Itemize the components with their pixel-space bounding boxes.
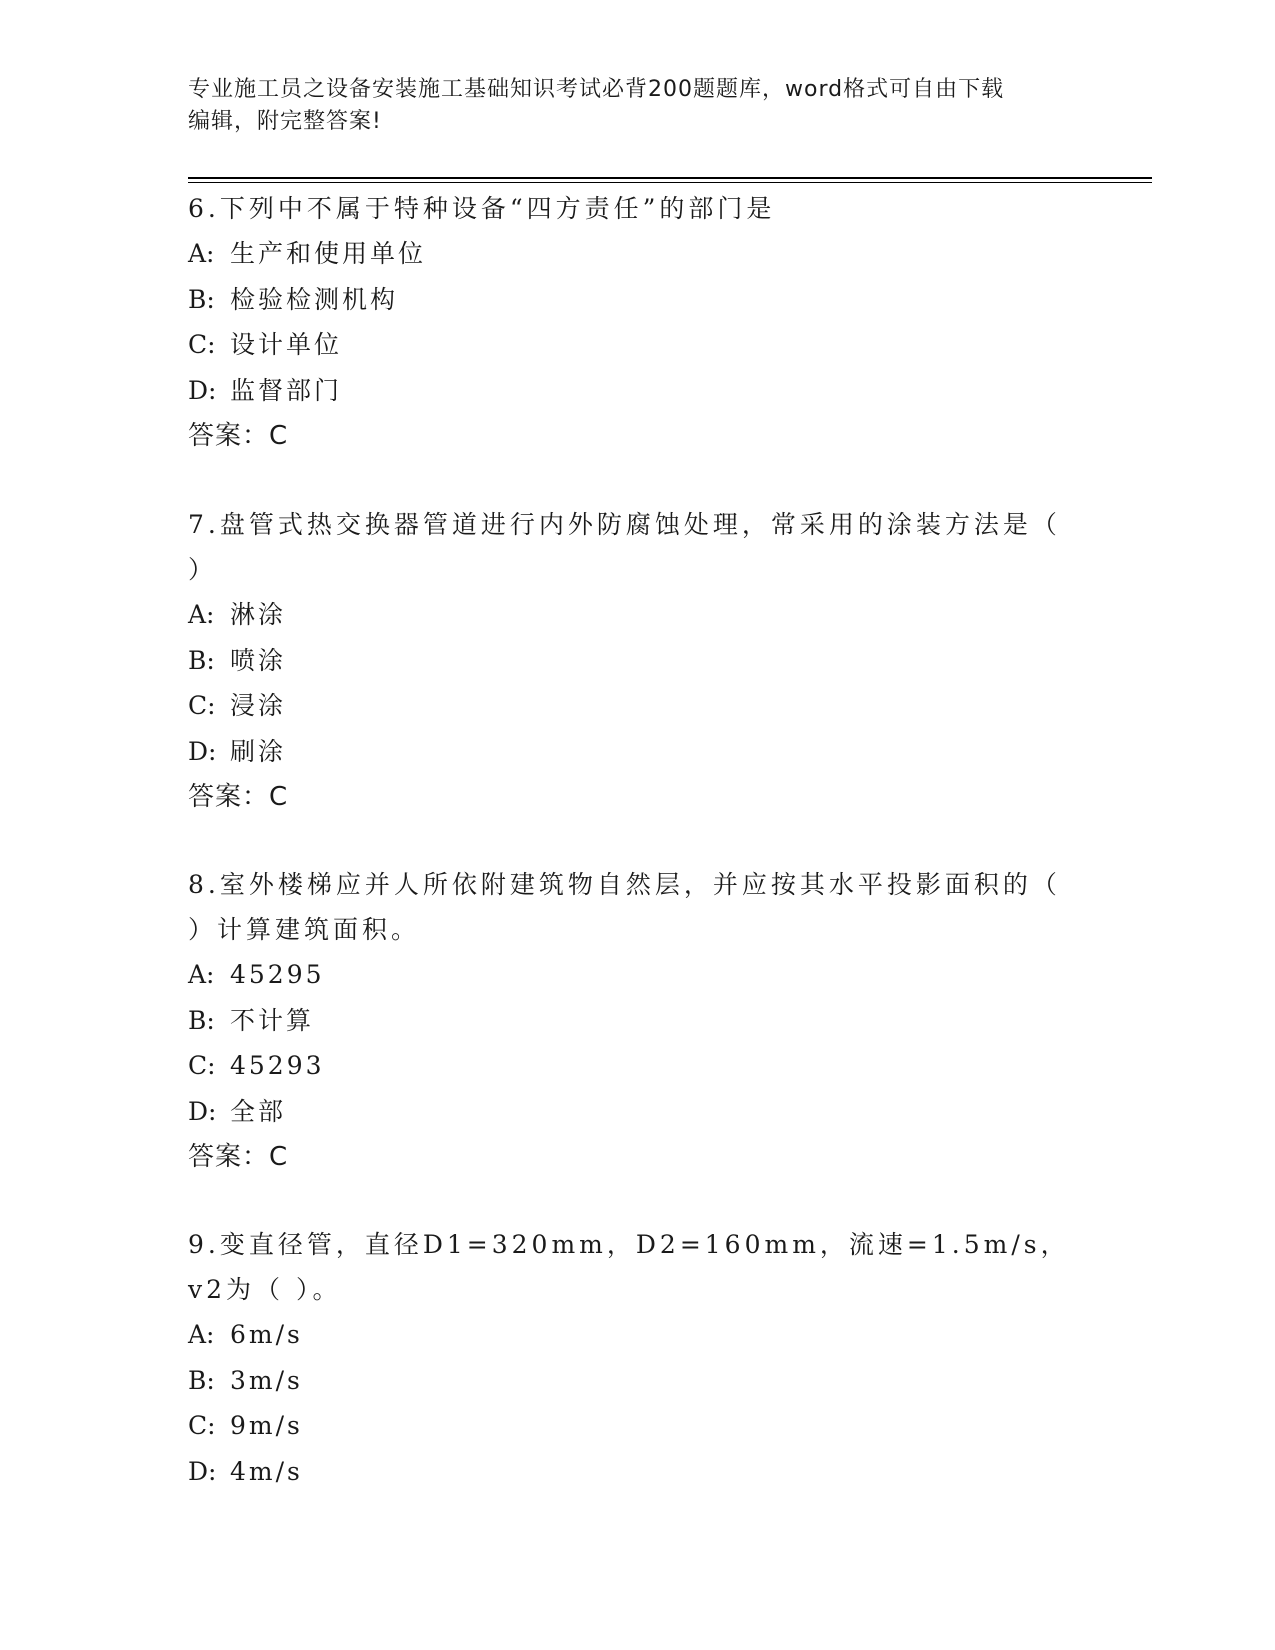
option-text: 6m/s <box>230 1320 303 1349</box>
option-text: 设计单位 <box>230 330 343 359</box>
option-letter: C: <box>188 1411 216 1440</box>
option-text: 监督部门 <box>230 375 343 405</box>
option-text: 3m/s <box>230 1365 303 1395</box>
header-rule-thin <box>188 182 1152 183</box>
option-letter: A: <box>188 960 215 989</box>
option-letter: A: <box>188 600 215 629</box>
question-7 <box>188 502 1088 820</box>
option-text: 喷涂 <box>230 645 287 675</box>
option-text: 45293 <box>230 1051 325 1080</box>
option-a <box>188 952 1088 998</box>
option-text: 生产和使用单位 <box>230 239 427 268</box>
option-text: 45295 <box>230 960 325 989</box>
option-letter: D: <box>188 1096 217 1126</box>
option-b <box>188 1358 1088 1404</box>
option-c <box>188 1403 1088 1449</box>
question-stem-line-2: ） <box>188 555 218 584</box>
option-letter: D: <box>188 736 217 766</box>
question-8 <box>188 862 1088 1180</box>
question-stem: 9.变直径管，直径D1=320mm，D2=160mm，流速=1.5m/s，v2为（ ）。 <box>188 1230 1070 1304</box>
option-a <box>188 231 1088 277</box>
option-letter: A: <box>188 1320 215 1349</box>
question-6 <box>188 186 1088 459</box>
question-stem-line-1: 7.盘管式热交换器管道进行内外防腐蚀处理，常采用的涂装方法是（ <box>188 510 1061 539</box>
option-c <box>188 322 1088 368</box>
answer-text: 答案：C <box>188 1142 289 1172</box>
option-letter: B: <box>188 284 215 314</box>
option-text: 检验检测机构 <box>230 284 399 314</box>
header-rule-thick <box>188 177 1152 179</box>
option-d <box>188 368 1088 414</box>
option-letter: D: <box>188 375 217 405</box>
option-text: 全部 <box>230 1096 287 1126</box>
option-d <box>188 729 1088 775</box>
option-text: 刷涂 <box>230 736 287 766</box>
question-stem-line-1: 8.室外楼梯应并人所依附建筑物自然层，并应按其水平投影面积的（ <box>188 870 1061 899</box>
option-c <box>188 1043 1088 1089</box>
document-header <box>188 74 1068 138</box>
option-b <box>188 277 1088 323</box>
option-d <box>188 1089 1088 1135</box>
option-letter: B: <box>188 1005 215 1035</box>
answer-text: 答案：C <box>188 782 289 812</box>
option-letter: B: <box>188 1365 215 1395</box>
option-letter: D: <box>188 1456 217 1486</box>
question-9 <box>188 1222 1088 1494</box>
answer-text: 答案：C <box>188 421 289 451</box>
option-a <box>188 1312 1088 1358</box>
option-letter: B: <box>188 645 215 675</box>
option-text: 9m/s <box>230 1411 303 1440</box>
option-a <box>188 592 1088 638</box>
question-stem-line-2: ）计算建筑面积。 <box>188 915 421 944</box>
option-letter: A: <box>188 239 215 268</box>
option-text: 4m/s <box>230 1456 303 1486</box>
option-b <box>188 998 1088 1044</box>
option-b <box>188 638 1088 684</box>
header-title-line-1: 专业施工员之设备安装施工基础知识考试必背200题题库，word格式可自由下载 <box>188 77 1005 102</box>
header-title-line-2: 编辑，附完整答案! <box>188 109 382 134</box>
option-letter: C: <box>188 330 216 359</box>
option-d <box>188 1449 1088 1495</box>
option-c <box>188 683 1088 729</box>
option-letter: C: <box>188 1051 216 1080</box>
option-letter: C: <box>188 691 216 720</box>
question-stem: 6.下列中不属于特种设备“四方责任”的部门是 <box>188 194 776 223</box>
option-text: 淋涂 <box>230 600 287 629</box>
option-text: 浸涂 <box>230 691 287 720</box>
option-text: 不计算 <box>230 1005 315 1035</box>
